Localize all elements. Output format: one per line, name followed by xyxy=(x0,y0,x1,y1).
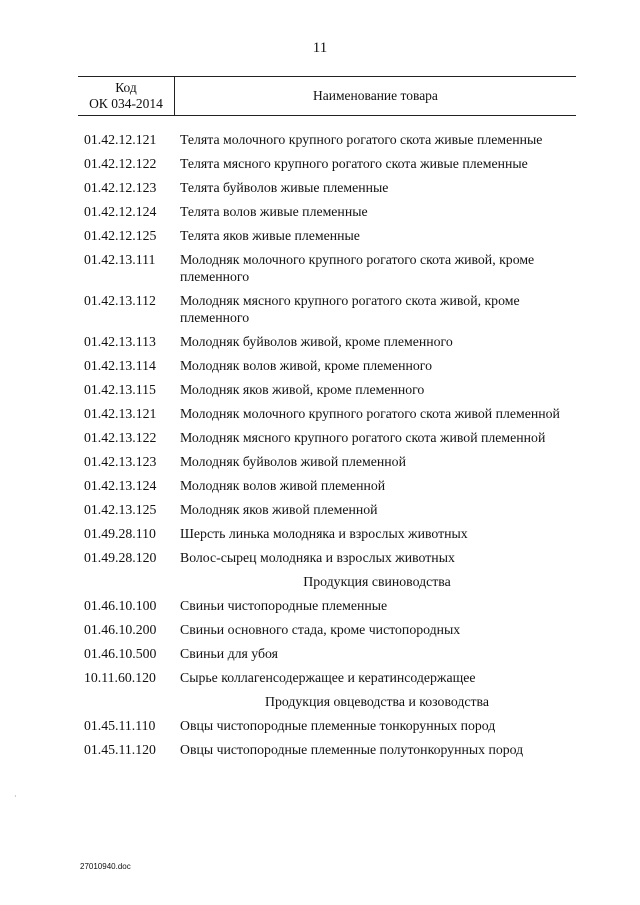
product-code: 01.42.12.125 xyxy=(84,228,157,243)
product-name: Сырье коллагенсодержащее и кератинсодержащее xyxy=(180,670,476,685)
product-name: Телята яков живые племенные xyxy=(180,228,360,243)
product-code: 01.49.28.120 xyxy=(84,550,157,565)
product-code: 01.49.28.110 xyxy=(84,526,156,541)
table-row xyxy=(78,621,576,638)
product-name: Телята молочного крупного рогатого скота живые племенные xyxy=(180,132,543,147)
product-code: 01.46.10.200 xyxy=(84,622,157,637)
table-body xyxy=(78,131,576,765)
header-name-column: Наименование товара xyxy=(313,88,438,103)
table-row xyxy=(78,669,576,686)
section-heading: Продукция овцеводства и козоводства xyxy=(264,694,490,709)
table-row xyxy=(78,597,576,614)
product-code: 10.11.60.120 xyxy=(84,670,156,685)
table-row xyxy=(78,179,576,196)
product-name: Телята волов живые племенные xyxy=(180,204,368,219)
product-code: 01.42.13.124 xyxy=(84,478,157,493)
product-name: Овцы чистопородные племенные тонкорунных пород xyxy=(180,718,496,733)
header-code-label: Код xyxy=(115,80,137,95)
product-name: Молодняк буйволов живой племенной xyxy=(180,454,406,469)
table-row xyxy=(78,405,576,422)
table-row xyxy=(78,292,576,326)
table-row xyxy=(78,477,576,494)
product-code: 01.46.10.100 xyxy=(84,598,157,613)
table-row xyxy=(78,381,576,398)
product-name: Шерсть линька молодняка и взрослых животных xyxy=(180,526,468,541)
product-name: Молодняк яков живой племенной xyxy=(180,502,378,517)
table-row xyxy=(78,645,576,662)
product-code: 01.42.13.113 xyxy=(84,334,156,349)
product-code: 01.42.13.125 xyxy=(84,502,157,517)
table-row xyxy=(78,227,576,244)
product-name: Свиньи основного стада, кроме чистопородных xyxy=(180,622,461,637)
table-header xyxy=(78,76,576,116)
product-code: 01.45.11.120 xyxy=(84,742,156,757)
product-code: 01.42.13.111 xyxy=(84,252,156,267)
header-code-column xyxy=(78,77,174,115)
table-row xyxy=(78,501,576,518)
table-row xyxy=(78,251,576,285)
product-code: 01.45.11.110 xyxy=(84,718,156,733)
product-name: Волос-сырец молодняка и взрослых животных xyxy=(180,550,455,565)
product-name: Овцы чистопородные племенные полутонкорунных пород xyxy=(180,742,524,757)
table-row xyxy=(78,741,576,758)
footer-filename: 27010940.doc xyxy=(80,862,131,871)
table-row xyxy=(78,453,576,470)
product-code: 01.42.13.123 xyxy=(84,454,157,469)
margin-mark: · xyxy=(14,792,17,801)
product-name: Молодняк яков живой, кроме племенного xyxy=(180,382,425,397)
table-row xyxy=(78,333,576,350)
product-name: Телята мясного крупного рогатого скота живые племенные xyxy=(180,156,528,171)
product-code: 01.42.13.115 xyxy=(84,382,156,397)
product-code: 01.46.10.500 xyxy=(84,646,157,661)
product-code: 01.42.13.112 xyxy=(84,293,156,308)
table-row xyxy=(78,525,576,542)
product-name: Молодняк молочного крупного рогатого скота живой, кроме племенного xyxy=(180,252,535,284)
header-code-standard: ОК 034-2014 xyxy=(89,96,163,111)
table-row xyxy=(78,549,576,566)
table-row xyxy=(78,131,576,148)
product-code: 01.42.12.122 xyxy=(84,156,157,171)
product-name: Молодняк молочного крупного рогатого скота живой племенной xyxy=(180,406,560,421)
product-code: 01.42.12.123 xyxy=(84,180,157,195)
product-code: 01.42.13.122 xyxy=(84,430,157,445)
product-name: Телята буйволов живые племенные xyxy=(180,180,389,195)
product-code: 01.42.13.121 xyxy=(84,406,157,421)
product-name: Молодняк мясного крупного рогатого скота живой, кроме племенного xyxy=(180,293,520,325)
table-row xyxy=(78,429,576,446)
table-row xyxy=(78,203,576,220)
table-row xyxy=(78,357,576,374)
section-heading: Продукция свиноводства xyxy=(303,574,451,589)
product-code: 01.42.12.124 xyxy=(84,204,157,219)
product-code: 01.42.12.121 xyxy=(84,132,157,147)
product-name: Молодняк волов живой, кроме племенного xyxy=(180,358,432,373)
page-number: 11 xyxy=(312,40,328,56)
product-name: Молодняк буйволов живой, кроме племенного xyxy=(180,334,453,349)
product-name: Молодняк мясного крупного рогатого скота живой племенной xyxy=(180,430,546,445)
product-name: Молодняк волов живой племенной xyxy=(180,478,386,493)
product-name: Свиньи для убоя xyxy=(180,646,279,661)
table-row xyxy=(78,717,576,734)
table-row xyxy=(78,155,576,172)
product-code: 01.42.13.114 xyxy=(84,358,156,373)
product-name: Свиньи чистопородные племенные xyxy=(180,598,388,613)
